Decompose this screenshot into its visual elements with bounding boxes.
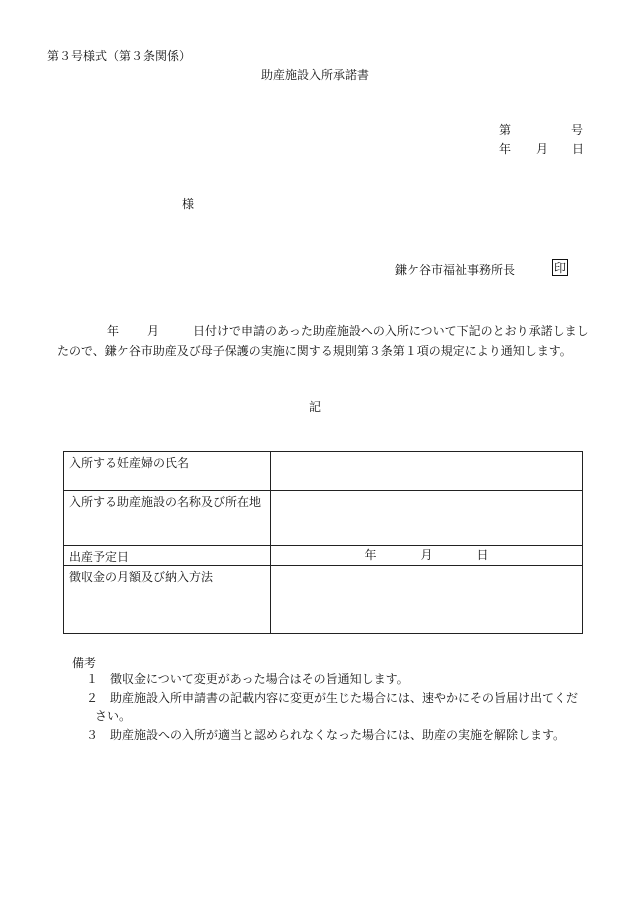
document-number-prefix: 第 bbox=[499, 123, 512, 137]
notes-heading: 備考 bbox=[72, 656, 97, 670]
form-number-label: 第３号様式（第３条関係） bbox=[47, 49, 192, 63]
note-number: ３ bbox=[86, 728, 99, 742]
note-number: １ bbox=[86, 672, 99, 686]
note-number: ２ bbox=[86, 691, 99, 705]
table-value bbox=[271, 566, 583, 634]
due-date-day: 日 bbox=[476, 548, 489, 563]
seal-icon: 印 bbox=[553, 260, 566, 275]
table-row bbox=[64, 491, 583, 546]
note-text: 助産施設入所申請書の記載内容に変更が生じた場合には、速やかにその旨届け出てくだ bbox=[110, 691, 579, 705]
issuer-name: 鎌ケ谷市福祉事務所長 bbox=[395, 263, 516, 277]
table-label: 入所する助産施設の名称及び所在地 bbox=[64, 491, 271, 546]
ki-heading: 記 bbox=[308, 400, 321, 414]
table-label: 入所する妊産婦の氏名 bbox=[64, 452, 271, 491]
table-label: 出産予定日 bbox=[64, 546, 271, 566]
issue-date-month: 月 bbox=[536, 142, 549, 156]
body-month: 月 bbox=[147, 324, 160, 338]
info-table bbox=[63, 451, 583, 634]
table-row bbox=[64, 546, 583, 566]
note-item bbox=[86, 690, 578, 707]
note-text: 徴収金について変更があった場合はその旨通知します。 bbox=[110, 672, 409, 686]
document-title: 助産施設入所承諾書 bbox=[260, 68, 369, 82]
body-year: 年 bbox=[107, 324, 120, 338]
table-row bbox=[64, 452, 583, 491]
table-label: 徴収金の月額及び納入方法 bbox=[64, 566, 271, 634]
due-date-cell bbox=[271, 546, 583, 566]
due-date-month: 月 bbox=[420, 548, 433, 563]
document-number-suffix: 号 bbox=[571, 123, 584, 137]
body-text-line-1 bbox=[107, 325, 589, 337]
body-line1-rest: 日付けで申請のあった助産施設への入所について下記のとおり承諾しまし bbox=[193, 324, 589, 338]
table-value bbox=[271, 491, 583, 546]
note-text: 助産施設への入所が適当と認められなくなった場合には、助産の実施を解除します。 bbox=[110, 728, 566, 742]
table-row bbox=[64, 566, 583, 634]
addressee-suffix: 様 bbox=[182, 197, 195, 211]
table-value bbox=[271, 452, 583, 491]
due-date-year: 年 bbox=[364, 548, 377, 563]
body-text-line-2: たので、鎌ケ谷市助産及び母子保護の実施に関する規則第３条第１項の規定により通知します。 bbox=[57, 344, 572, 358]
issue-date-day: 日 bbox=[572, 142, 585, 156]
note-item bbox=[86, 727, 565, 744]
note-item bbox=[86, 671, 409, 688]
issue-date-year: 年 bbox=[499, 142, 512, 156]
note-text-continuation: さい。 bbox=[95, 709, 132, 723]
